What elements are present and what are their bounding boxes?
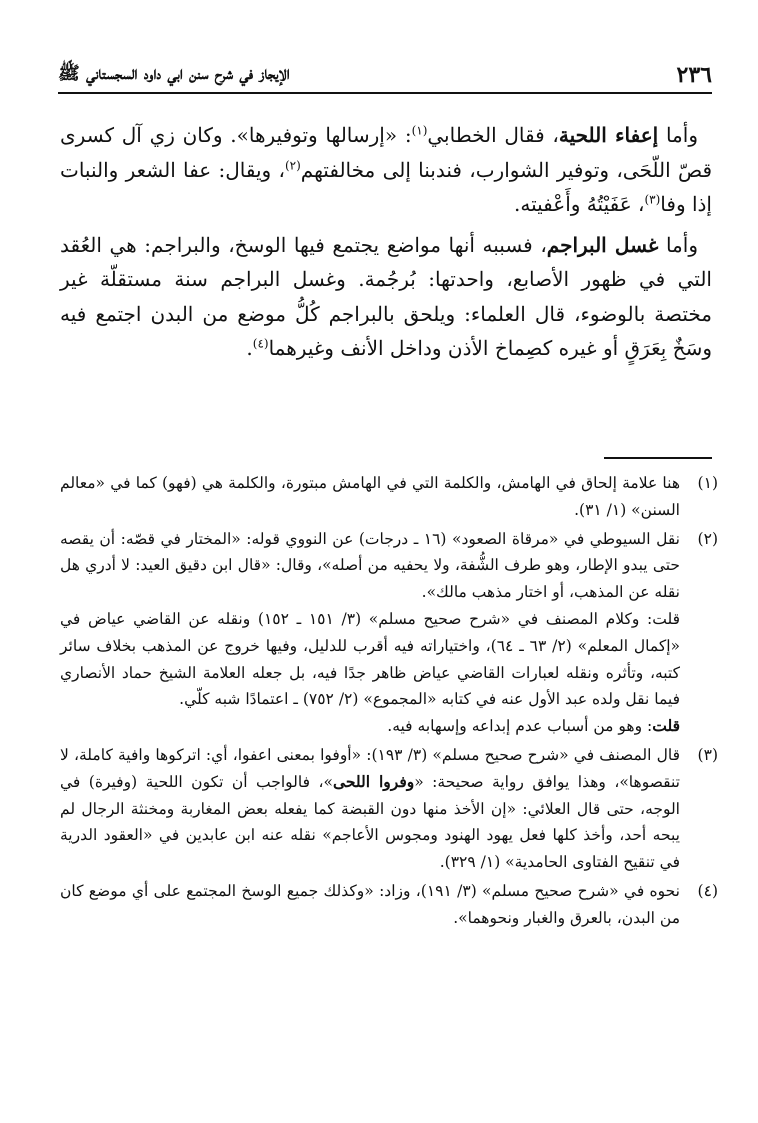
footnote-text	[60, 713, 680, 740]
running-header	[58, 58, 712, 94]
footnote-3	[60, 742, 718, 876]
footnote-ref[interactable]: (٢)	[284, 157, 301, 172]
text-run: ، ويقال: عفا الشعر والنبات إذا وفا	[60, 157, 712, 216]
footnote-1	[60, 470, 718, 524]
paragraph-knuckles	[60, 228, 712, 366]
text-run: : «إرسالها وتوفيرها». وكان زي آل كسرى قصّ اللّحَى، وتوفير الشوارب، فندبنا إلى مخالفتهم	[60, 123, 713, 182]
footnote-text: هنا علامة إلحاق في الهامش، والكلمة التي في الهامش مبتورة، والكلمة هي (فهو) كما في «معالم السنن» (١/ ٣١).	[60, 474, 680, 519]
footnote-ref[interactable]: (١)	[411, 123, 428, 138]
footnote-text	[60, 742, 680, 876]
text-run: : وهو من أسباب عدم إبداعه وإسهابه فيه.	[387, 717, 653, 736]
bold-label: قلت	[652, 716, 680, 736]
footnotes	[60, 470, 718, 934]
footnote-number: (٣)	[697, 745, 718, 764]
footnote-4	[60, 878, 718, 932]
text-run: ، عَفَيْتُهُ وأَعْفيته.	[514, 192, 645, 216]
footnote-ref[interactable]: (٤)	[252, 336, 269, 351]
footnote-number: (١)	[697, 474, 718, 492]
heading-term: إعفاء اللحية	[558, 123, 659, 147]
footnote-number: (٤)	[697, 881, 718, 900]
heading-term: غسل البراجم	[546, 232, 659, 257]
footnote-text: نحوه في «شرح صحيح مسلم» (٣/ ١٩١)، وزاد: «وكذلك جميع الوسخ المجتمع على أي موضع كان من البدن، بالعرق والغبار ونحوهما».	[60, 881, 680, 927]
text-run: وأما	[658, 232, 698, 257]
footnote-separator	[604, 457, 712, 459]
text-run: ، فقال الخطابي	[427, 123, 559, 147]
text-run: »، فالواجب أن تكون اللحية (وفيرة) في الوجه، حتى قال العلائي: «إن الأخذ منها دون القبضة كما يفعله بعض المغاربة ومخنثة الرجال لم يبحه أحد، وأخذ كلها فعل يهود الهنود ومجوس الأعاجم» نقله عنه ابن عابدين في «العقود الدرية في تنقيح الفتاوى الحامدية» (١/ ٣٢٩).	[60, 772, 680, 872]
main-text	[60, 118, 712, 372]
text-run: وأما	[658, 123, 698, 147]
footnote-text: قلت: وكلام المصنف في «شرح صحيح مسلم» (٣/ ١٥١ ـ ١٥٢) ونقله عن القاضي عياض في «إكمال المعلم» (٢/ ٦٣ ـ ٦٤)، واختياراته فيه أقرب للدليل، وفيها خروج عن المذهب بخلاف سائر كتبه، وتأثره ونقله لعبارات القاضي عياض ظاهر جدًا فيه، بل جعله العلامة الشيخ حماد الأنصاري فيما نقل ولده عبد الأول عنه في كتابه «المجموع» (٢/ ٧٥٢) ـ اعتمادًا شبه كلّي.	[60, 609, 680, 709]
text-run: .	[246, 336, 253, 360]
paragraph-beard	[60, 118, 712, 222]
text-run: قال المصنف في «شرح صحيح مسلم» (٣/ ١٩٣): «أوفوا بمعنى اعفوا، أي: اتركوها وافية كاملة، لا تنقصوها»، وهذا يوافق رواية صحيحة: «	[60, 745, 680, 791]
footnote-2	[60, 526, 718, 740]
footnote-ref[interactable]: (٣)	[644, 192, 661, 207]
page-number: ٢٣٦	[676, 62, 712, 88]
text-run: ، فسببه أنها مواضع يجتمع فيها الوسخ، والبراجم: هي العُقد التي في ظهور الأصابع، واحدتها: بُرجُمة. وغسل البراجم سنة مستقلّة غير مختصة بالوضوء، قال العلماء: ويلحق بالبراجم كُلُّ موضع من البدن اجتمع فيه وسَخٌ بِعَرَقٍ أو غيره كصِماخ الأذن وداخل الأنف وغيرهما	[60, 232, 712, 360]
bold-quote: وفروا اللحى	[332, 771, 415, 791]
footnote-text: نقل السيوطي في «مرقاة الصعود» (١٦ ـ درجات) عن النووي قوله: «المختار في قصّه: أن يقصه حتى يبدو الإطار، وهو طرف الشُّفة، ولا يحفيه من أصله»، وقال: «قال ابن دقيق العيد: لا أدري هل نقله عن المذهب، أو اختار مذهب مالك».	[60, 529, 680, 602]
footnote-number: (٢)	[697, 529, 718, 548]
book-title: الإيجاز في شرح سنن ابي داود السجستاني ﷺ	[58, 63, 290, 84]
